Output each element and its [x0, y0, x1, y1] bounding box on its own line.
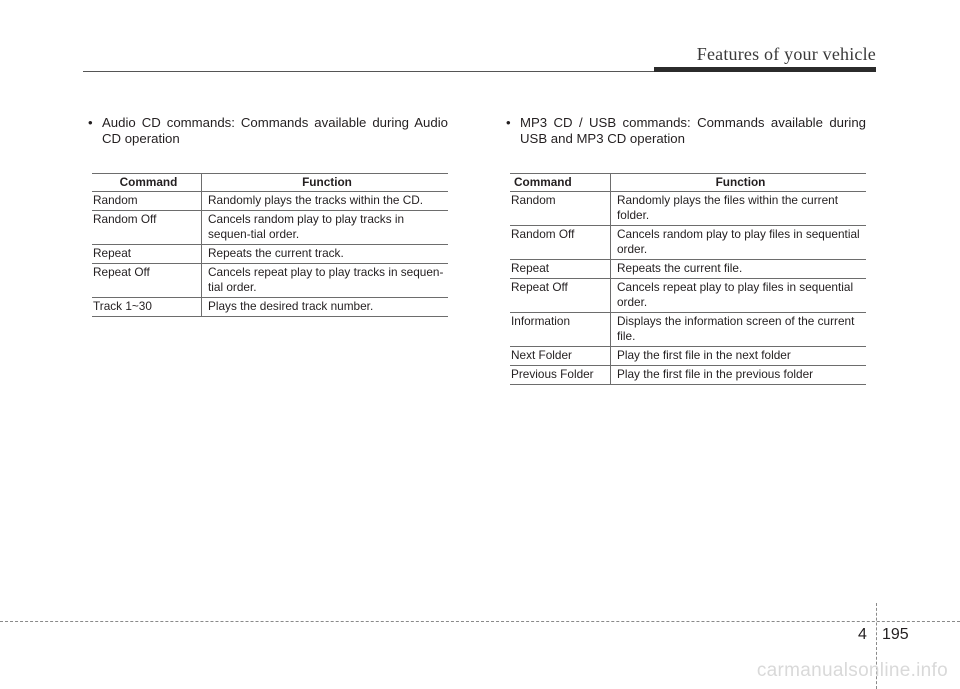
footer-rule	[0, 621, 960, 622]
table-row	[92, 264, 448, 298]
function-cell: Repeats the current file.	[611, 260, 867, 279]
bullet-icon: •	[88, 115, 93, 130]
function-cell: Repeats the current track.	[202, 245, 449, 264]
mp3-usb-intro	[506, 115, 866, 147]
command-cell: Next Folder	[510, 347, 611, 366]
function-cell: Play the first file in the previous folder	[611, 366, 867, 385]
table-row	[92, 211, 448, 245]
table-row	[510, 279, 866, 313]
table-header-row	[92, 174, 448, 192]
function-cell: Randomly plays the files within the current folder.	[611, 192, 867, 226]
function-cell: Cancels random play to play files in sequential order.	[611, 226, 867, 260]
function-cell: Play the first file in the next folder	[611, 347, 867, 366]
table-row	[510, 260, 866, 279]
mp3-usb-intro-text: MP3 CD / USB commands: Commands available during USB and MP3 CD operation	[520, 115, 866, 146]
command-cell: Repeat	[510, 260, 611, 279]
command-column-header: Command	[510, 174, 611, 192]
section-title: Features of your vehicle	[696, 44, 876, 64]
mp3-usb-section	[506, 115, 866, 385]
table-row	[510, 226, 866, 260]
audio-cd-intro	[88, 115, 448, 147]
function-cell: Displays the information screen of the current file.	[611, 313, 867, 347]
table-header-row	[510, 174, 866, 192]
command-cell: Previous Folder	[510, 366, 611, 385]
mp3-usb-commands-table	[510, 173, 866, 385]
function-cell: Plays the desired track number.	[202, 298, 449, 317]
command-column-header: Command	[92, 174, 202, 192]
command-cell: Repeat Off	[510, 279, 611, 313]
command-cell: Repeat Off	[92, 264, 202, 298]
watermark: carmanualsonline.info	[756, 660, 948, 681]
table-row	[92, 245, 448, 264]
function-cell: Cancels repeat play to play tracks in sequen-tial order.	[202, 264, 449, 298]
table-row	[510, 366, 866, 385]
function-cell: Cancels random play to play tracks in sequen-tial order.	[202, 211, 449, 245]
command-cell: Random Off	[92, 211, 202, 245]
table-row	[510, 192, 866, 226]
header-rule-accent	[654, 67, 876, 72]
command-cell: Random	[510, 192, 611, 226]
command-cell: Random Off	[510, 226, 611, 260]
function-column-header: Function	[202, 174, 449, 192]
bullet-icon: •	[506, 115, 511, 130]
command-cell: Information	[510, 313, 611, 347]
function-column-header: Function	[611, 174, 867, 192]
table-row	[92, 192, 448, 211]
audio-cd-section	[88, 115, 448, 317]
page-number: 195	[882, 626, 909, 643]
chapter-number: 4	[858, 626, 867, 643]
audio-cd-intro-text: Audio CD commands: Commands available during Audio CD operation	[102, 115, 448, 146]
function-cell: Randomly plays the tracks within the CD.	[202, 192, 449, 211]
command-cell: Repeat	[92, 245, 202, 264]
table-row	[510, 313, 866, 347]
table-row	[92, 298, 448, 317]
command-cell: Track 1~30	[92, 298, 202, 317]
command-cell: Random	[92, 192, 202, 211]
audio-cd-commands-table	[92, 173, 448, 317]
function-cell: Cancels repeat play to play files in sequential order.	[611, 279, 867, 313]
table-row	[510, 347, 866, 366]
